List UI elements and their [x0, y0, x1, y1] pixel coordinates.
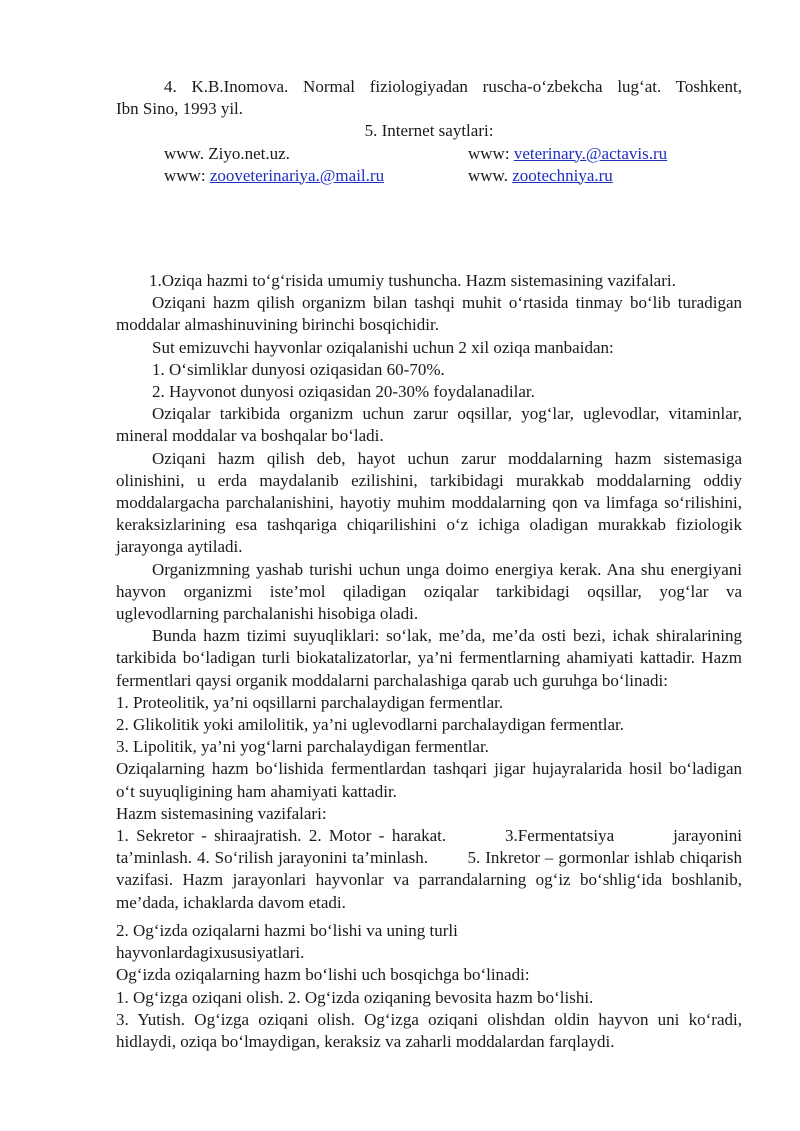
section-2-heading-line2: hayvonlardagixususiyatlari. — [116, 943, 305, 963]
paragraph: 1. Sekretor - shiraajratish. 2. Motor - harakat. 3.Fermentatsiya jarayonini ta’minlash. 4. So‘rilish jarayonini ta’minlash. 5. Inkretor – gormonlar ishlab chiqarish vazifasi. Hazm jarayonlari hayvonlar va parrandalarning og‘iz bo‘shlig‘ida boshlanib, me’dada, ichaklarda davom etadi. — [116, 826, 747, 912]
section-1-heading: 1.Oziqa hazmi to‘g‘risida umumiy tushuncha. Hazm sistemasining vazifalari. — [149, 271, 676, 290]
paragraph: Oziqani hazm qilish deb, hayot uchun zarur moddalarning hazm sistemasiga olinishini, u erda maydalanib ezilishini, tarkibidagi murakkab moddalarning oddiy moddalargacha parchalanishini, hayotiy muhim moddalarning qon va limfaga so‘rilishini, keraksizlarining esa tashqariga chiqarilishini o‘z ichiga oladigan murakkab fiziologik jarayonga aytiladi. — [116, 448, 742, 557]
paragraph: 1. Og‘izga oziqani olish. 2. Og‘izda oziqaning bevosita hazm bo‘lishi. — [116, 987, 594, 1007]
website-prefix: www: — [164, 165, 210, 185]
website-mail — [164, 165, 384, 187]
paragraph: Sut emizuvchi hayvonlar oziqalanishi uchun 2 xil oziqa manbaidan: — [152, 337, 614, 357]
paragraph: Oziqani hazm qilish organizm bilan tashqi muhit o‘rtasida tinmay bo‘lib turadigan moddalar almashinuvining birinchi bosqichidir. — [116, 293, 742, 335]
list-item: 3. Lipolitik, ya’ni yog‘larni parchalaydigan fermentlar. — [116, 737, 489, 757]
references-block — [116, 76, 742, 187]
websites-row-2 — [116, 165, 742, 187]
website-prefix: www. — [468, 165, 513, 185]
section-1 — [116, 270, 747, 914]
website-prefix: www: — [468, 143, 514, 163]
website-link-actavis[interactable]: veterinary.@actavis.ru — [513, 143, 668, 163]
list-item: 1. Proteolitik, ya’ni oqsillarni parchalaydigan fermentlar. — [116, 692, 504, 712]
website-actavis — [468, 143, 667, 165]
paragraph: 3. Yutish. Og‘izga oziqani olish. Og‘izga oziqani olishdan oldin hayvon uni ko‘radi, hidlaydi, oziqa bo‘lmaydigan, keraksiz va zaharli moddalardan farqlaydi. — [116, 1009, 742, 1052]
reference-5-title: 5. Internet saytlari: — [364, 121, 494, 141]
list-item: 2. Hayvonot dunyosi oziqasidan 20-30% foydalanadilar. — [152, 382, 535, 402]
list-item: 1. O‘simliklar dunyosi oziqasidan 60-70%. — [152, 359, 445, 379]
paragraph: Oziqalarning hazm bo‘lishida fermentlardan tashqari jigar hujayralarida hosil bo‘ladigan o‘t suyuqligining ham ahamiyati kattadir. — [116, 759, 742, 801]
section-2 — [116, 920, 742, 1053]
paragraph: Oziqalar tarkibida organizm uchun zarur oqsillar, yog‘lar, uglevodlar, vitaminlar, mineral moddalar va boshqalar bo‘ladi. — [116, 404, 742, 446]
website-zootechniya — [468, 165, 613, 187]
paragraph: Organizmning yashab turishi uchun unga doimo energiya kerak. Ana shu energiyani hayvon organizmi iste’mol qiladigan oziqalar tarkibidagi oqsillar, yog‘lar va uglevodlarning parchalanishi hisobiga oladi. — [116, 559, 742, 624]
section-2-heading-line1: 2. Og‘izda oziqalarni hazmi bo‘lishi va uning turli — [116, 921, 458, 940]
paragraph: Hazm sistemasining vazifalari: — [116, 803, 327, 823]
website-link-zooveterinariya[interactable]: zooveterinariya.@mail.ru — [209, 165, 385, 185]
reference-4-line2: Ibn Sino, 1993 yil. — [116, 99, 244, 119]
paragraph: Bunda hazm tizimi suyuqliklari: so‘lak, me’da, me’da osti bezi, ichak shiralarining tarkibida bo‘ladigan turli biokatalizatorlar, ya’ni fermentlarning ahamiyati kattadir. Hazm fermentlari qaysi organik moddalarni parchalashiga qarab uch guruhga bo‘linadi: — [116, 626, 742, 690]
websites-row-1 — [116, 143, 742, 165]
website-ziyo: www. Ziyo.net.uz. — [164, 143, 290, 163]
paragraph: Og‘izda oziqalarning hazm bo‘lishi uch bosqichga bo‘linadi: — [116, 965, 530, 985]
reference-4-line1: 4. K.B.Inomova. Normal fiziologiyadan ruscha-o‘zbekcha lug‘at. Toshkent, — [164, 77, 742, 96]
list-item: 2. Glikolitik yoki amilolitik, ya’ni uglevodlarni parchalaydigan fermentlar. — [116, 715, 624, 735]
website-link-zootechniya[interactable]: zootechniya.ru — [512, 165, 613, 185]
